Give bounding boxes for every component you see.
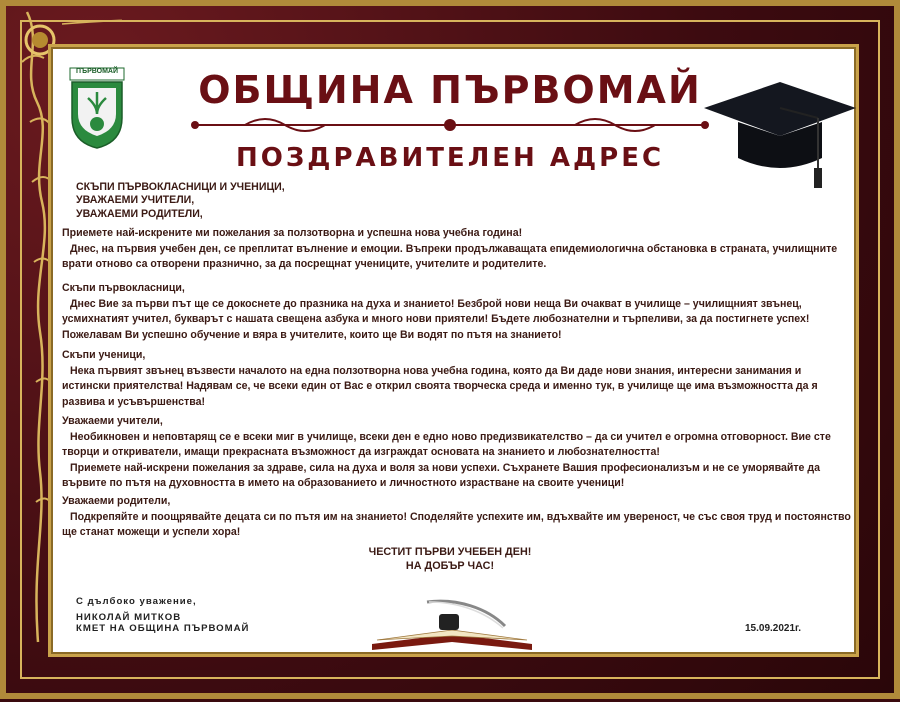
section-heading: Скъпи първокласници, [62, 282, 185, 294]
paragraph: Приемете най-искрените ми пожелания за ползотворна и успешна нова учебна година! [62, 227, 523, 239]
students-section [62, 348, 852, 410]
salutation-line: УВАЖАЕМИ УЧИТЕЛИ, [76, 194, 195, 207]
salutation-block [76, 181, 285, 221]
title-ornament [185, 113, 715, 137]
closing-wishes [0, 545, 900, 573]
graduation-cap-icon [700, 78, 860, 193]
page-subtitle: ПОЗДРАВИТЕЛЕН АДРЕС [235, 143, 665, 173]
paragraph: Необикновен и неповтарящ се е всеки миг в училище, всеки ден е едно ново предизвикателство – да си учител е огромна отговорност. Вие сте творци и откриватели, имащи прекрасната възможност да изграждат основата на знанието и любознателността! [62, 430, 831, 458]
signature-position: КМЕТ НА ОБЩИНА ПЪРВОМАЙ [76, 623, 250, 634]
paragraph: Днес Вие за първи път ще се докоснете до празника на духа и знанието! Безброй нови неща Ви очакват в училище – училищният звънец, усмихнатият учител, букварът с нашата свещена азбука и много нови приятели! Бъдете любознателни и търпеливи, за да постигнете успех! [62, 297, 810, 325]
paragraph: Днес, на първия учебен ден, се преплитат вълнение и емоции. Въпреки продължаващата епидемиологична обстановка в страната, училищните врати отново са отворени празнично, за да посрещнат учениците, учителите и родителите. [62, 242, 838, 270]
page-title: ОБЩИНА ПЪРВОМАЙ [198, 68, 702, 112]
signature-name: НИКОЛАЙ МИТКОВ [76, 612, 182, 623]
crest-label: ПЪРВОМАЙ [75, 68, 119, 75]
section-heading: Скъпи ученици, [62, 349, 146, 361]
paragraph: Приемете най-искрени пожелания за здраве, сила на духа и воля за нови успехи. Съхранете Вашия професионализъм и не се уморявайте да вървите по пътя на духовността в името на образованието и личностното израстване на своите ученици! [62, 461, 820, 489]
intro-section [62, 226, 852, 273]
signature-date: 15.09.2021г. [745, 623, 801, 634]
salutation-line: УВАЖАЕМИ РОДИТЕЛИ, [76, 207, 203, 220]
signature-regards: С дълбоко уважение, [76, 596, 197, 607]
closing-line: ЧЕСТИТ ПЪРВИ УЧЕБЕН ДЕН! [368, 546, 532, 558]
paragraph: Подкрепяйте и поощрявайте децата си по пътя им на знанието! Споделяйте успехите им, вдъхвайте им увереност, че със своя труд и постоянство ще станат можещи и успели хора! [62, 510, 851, 538]
salutation-line: СКЪПИ ПЪРВОКЛАСНИЦИ И УЧЕНИЦИ, [76, 181, 285, 193]
paragraph: Пожелавам Ви успешно обучение и вяра в учителите, които ще Ви водят по пътя на знанието! [62, 328, 562, 341]
section-heading: Уважаеми учители, [62, 415, 163, 427]
first-graders-section [62, 281, 852, 343]
closing-line: НА ДОБЪР ЧАС! [405, 560, 495, 572]
parents-section [62, 494, 852, 541]
section-heading: Уважаеми родители, [62, 495, 171, 507]
paragraph: Нека първият звънец възвести началото на една ползотворна нова учебна година, която да Ви даде нови знания, интересни занимания и истински приятелства! Надявам се, че всеки един от Вас е открил своята творческа среда и именно тук, в училище ще има възможността да я развива и усъвършенства! [62, 364, 818, 408]
book-and-quill-icon [367, 596, 537, 656]
teachers-section [62, 414, 852, 492]
